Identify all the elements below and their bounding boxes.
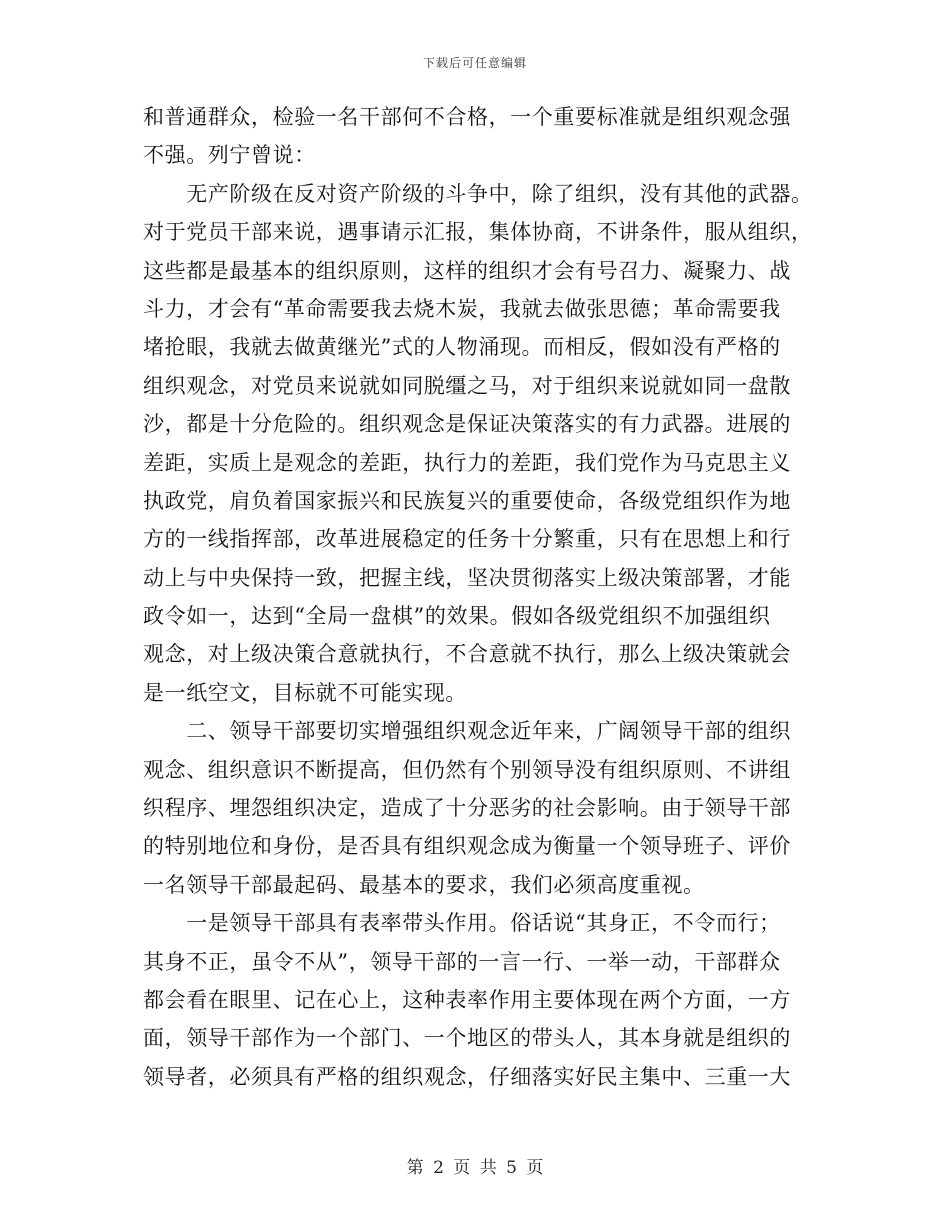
text-line: 其身不正，虽令不从”，领导干部的一言一行、一举一动，干部群众 bbox=[143, 949, 781, 974]
text-line: 织程序、埋怨组织决定，造成了十分恶劣的社会影响。由于领导干部 bbox=[143, 796, 791, 821]
text-line: 沙，都是十分危险的。组织观念是保证决策落实的有力武器。进展的 bbox=[143, 412, 791, 437]
text-line: 对于党员干部来说，遇事请示汇报，集体协商，不讲条件，服从组织， bbox=[143, 220, 813, 245]
text-line: 是一纸空文，目标就不可能实现。 bbox=[143, 680, 467, 705]
text-line: 都会看在眼里、记在心上，这种表率作用主要体现在两个方面，一方 bbox=[143, 987, 791, 1012]
text-line: 和普通群众，检验一名干部何不合格，一个重要标准就是组织观念强 bbox=[143, 105, 791, 129]
text-line: 面，领导干部作为一个部门、一个地区的带头人，其本身就是组织的 bbox=[143, 1026, 791, 1051]
text-line: 无产阶级在反对资产阶级的斗争中，除了组织，没有其他的武器。 bbox=[143, 181, 813, 206]
text-line: 差距，实质上是观念的差距，执行力的差距，我们党作为马克思主义 bbox=[143, 450, 791, 475]
text-line: 方的一线指挥部，改革进展稳定的任务十分繁重，只有在思想上和行 bbox=[143, 527, 791, 552]
text-line: 一名领导干部最起码、最基本的要求，我们必须高度重视。 bbox=[143, 872, 705, 897]
text-line: 观念，对上级决策合意就执行，不合意就不执行，那么上级决策就会 bbox=[143, 642, 791, 667]
document-body bbox=[143, 98, 813, 1096]
text-line: 一是领导干部具有表率带头作用。俗话说“其身正，不令而行； bbox=[143, 911, 781, 936]
text-line: 执政党，肩负着国家振兴和民族复兴的重要使命，各级党组织作为地 bbox=[143, 488, 791, 513]
text-line: 不强。列宁曾说： bbox=[143, 143, 316, 168]
text-line: 观念、组织意识不断提高，但仍然有个别领导没有组织原则、不讲组 bbox=[143, 757, 791, 782]
text-line: 斗力，才会有“革命需要我去烧木炭，我就去做张思德；革命需要我 bbox=[143, 296, 781, 321]
text-line: 领导者，必须具有严格的组织观念，仔细落实好民主集中、三重一大 bbox=[143, 1064, 791, 1089]
text-line: 政令如一，达到“全局一盘棋”的效果。假如各级党组织不加强组织 bbox=[143, 604, 771, 629]
text-line: 堵抢眼，我就去做黄继光”式的人物涌现。而相反，假如没有严格的 bbox=[143, 335, 781, 360]
page-number: 第 2 页 共 5 页 bbox=[406, 1158, 544, 1178]
text-line: 的特别地位和身份，是否具有组织观念成为衡量一个领导班子、评价 bbox=[143, 834, 791, 859]
text-line: 二、领导干部要切实增强组织观念近年来，广阔领导干部的组织 bbox=[143, 719, 791, 744]
text-line: 动上与中央保持一致，把握主线，坚决贯彻落实上级决策部署，才能 bbox=[143, 565, 791, 590]
text-line: 这些都是最基本的组织原则，这样的组织才会有号召力、凝聚力、战 bbox=[143, 258, 791, 283]
text-line: 组织观念，对党员来说就如同脱缰之马，对于组织来说就如同一盘散 bbox=[143, 373, 791, 398]
page-header: 下载后可任意编辑 bbox=[422, 56, 527, 70]
